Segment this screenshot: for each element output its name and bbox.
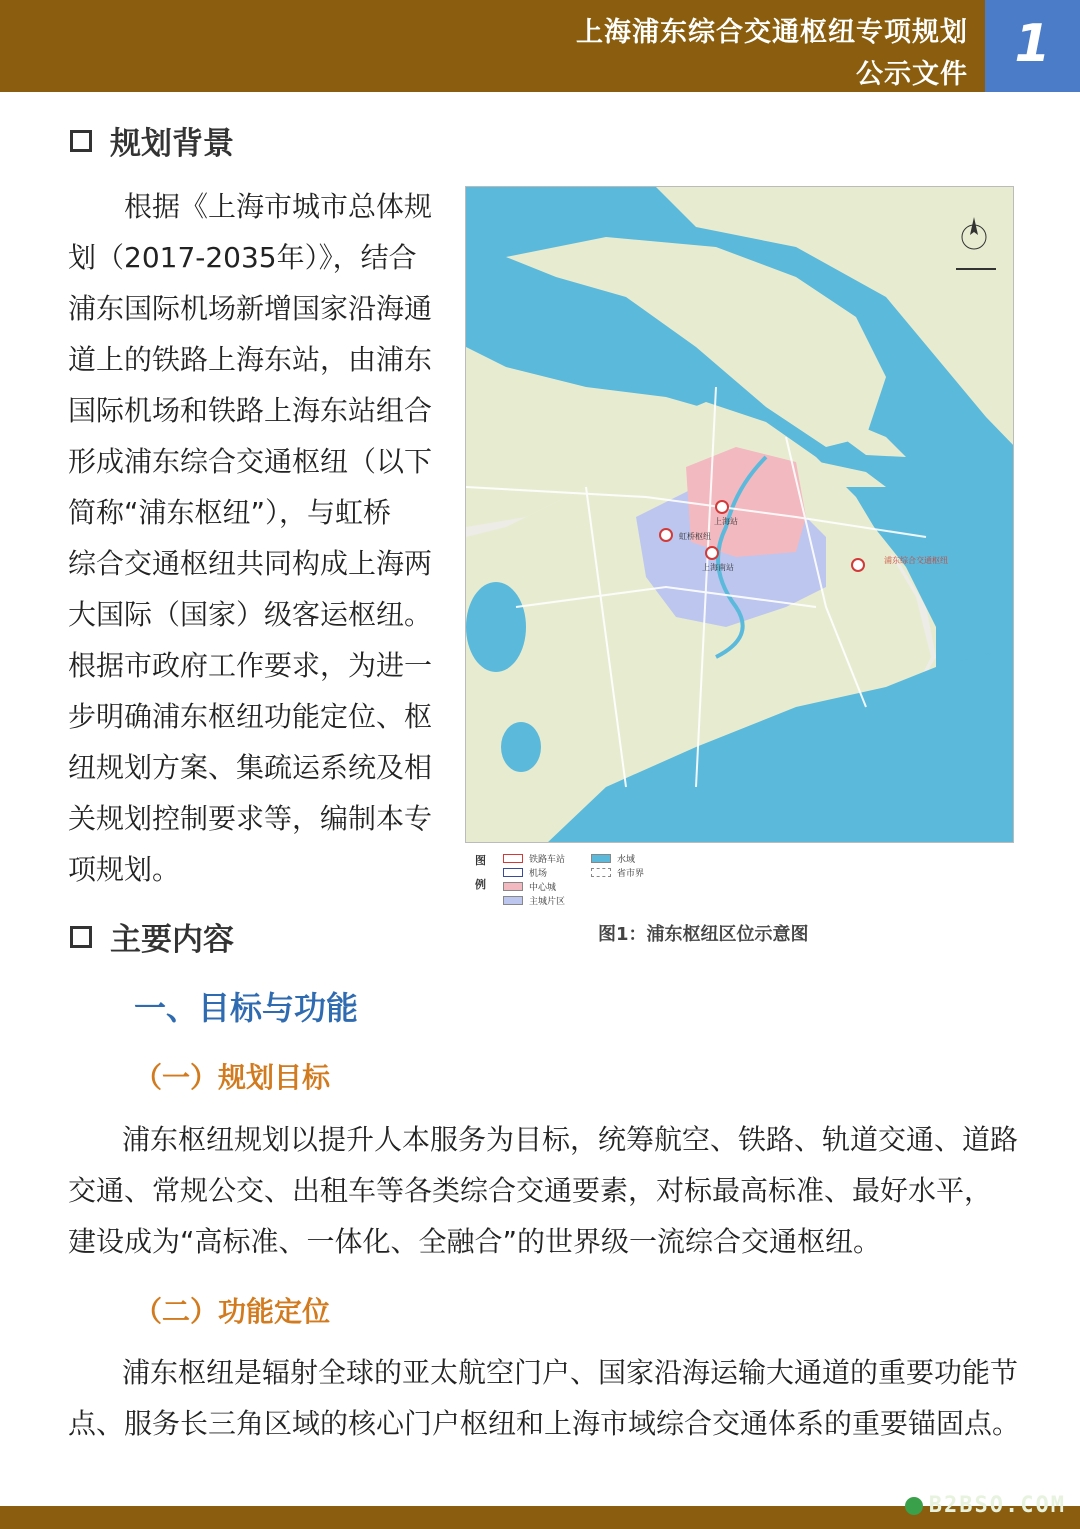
map-legend: [473, 850, 773, 910]
text-line: 浦东枢纽规划以提升人本服务为目标，统筹航空、铁路、轨道交通、道路: [122, 1123, 1019, 1156]
text-line: 简称“浦东枢纽”），与虹桥: [68, 496, 392, 529]
section-heading-background: [70, 118, 234, 163]
legend-item-main-district: [503, 894, 565, 907]
text-line: 形成浦东综合交通枢纽（以下: [68, 445, 433, 478]
text-line: 交通、常规公交、出租车等各类综合交通要素，对标最高标准、最好水平，: [68, 1174, 993, 1207]
watermark-text: B2BSO.COM: [928, 1493, 1066, 1518]
page-number-box: [985, 0, 1080, 92]
goals-paragraph: [68, 1114, 1028, 1267]
header-bar: [0, 0, 1080, 92]
svg-text:上海站: 上海站: [714, 517, 738, 526]
function-paragraph: [68, 1347, 1028, 1449]
main-district-swatch: [503, 896, 523, 905]
svg-text:浦东综合交通枢纽: 浦东综合交通枢纽: [884, 556, 948, 565]
subheading-function: （二）功能定位: [134, 1295, 331, 1328]
legend-item-province-boundary: [591, 866, 644, 879]
text-line: 道上的铁路上海东站，由浦东: [68, 343, 433, 376]
watermark: [905, 1493, 1066, 1518]
text-line: 划（2017-2035年）》，结合: [68, 241, 417, 274]
text-line: 纽规划方案、集疏运系统及相: [68, 751, 433, 784]
text-line: 步明确浦东枢纽功能定位、枢: [68, 700, 433, 733]
legend-label: 主城片区: [529, 897, 566, 907]
text-line: 综合交通枢纽共同构成上海两: [68, 547, 433, 580]
section-heading-main-content: [70, 914, 234, 959]
legend-item-railway-station: [503, 852, 565, 865]
airport-icon: [503, 868, 523, 877]
svg-text:上海南站: 上海南站: [702, 563, 734, 572]
water-swatch: [591, 854, 611, 863]
document-subtitle: 公示文件: [856, 59, 968, 90]
section-heading-label: 规划背景: [110, 126, 234, 162]
legend-item-airport: [503, 866, 547, 879]
page-number: 1: [1014, 14, 1051, 74]
watermark-logo-icon: [905, 1497, 923, 1515]
text-line: 项规划。: [68, 853, 181, 886]
text-line: 关规划控制要求等，编制本专: [68, 802, 433, 835]
railway-station-icon: [503, 854, 523, 863]
legend-label: 机场: [529, 869, 548, 879]
document-title: 上海浦东综合交通枢纽专项规划: [576, 17, 968, 48]
checkbox-square-icon: [70, 130, 92, 152]
text-line: 点、服务长三角区域的核心门户枢纽和上海市域综合交通体系的重要锚固点。: [68, 1407, 1021, 1440]
text-line: 根据《上海市城市总体规: [124, 190, 433, 223]
map-graphic: [466, 187, 1014, 843]
goals-heading: 一、目标与功能: [134, 989, 359, 1027]
text-line: 浦东国际机场新增国家沿海通: [68, 292, 433, 325]
checkbox-square-icon: [70, 926, 92, 948]
legend-item-water: [591, 852, 635, 865]
background-paragraph: [68, 181, 440, 895]
section-heading-label: 主要内容: [110, 922, 234, 958]
location-map: [465, 186, 1014, 843]
legend-label: 省市界: [617, 869, 645, 879]
text-line: 根据市政府工作要求，为进一: [68, 649, 433, 682]
legend-heading-top: 图: [475, 854, 486, 867]
text-line: 浦东枢纽是辐射全球的亚太航空门户、国家沿海运输大通道的重要功能节: [122, 1356, 1019, 1389]
boundary-swatch: [591, 868, 611, 877]
svg-text:虹桥枢纽: 虹桥枢纽: [679, 532, 711, 541]
figure-caption: 图1：浦东枢纽区位示意图: [598, 924, 809, 945]
text-line: 大国际（国家）级客运枢纽。: [68, 598, 433, 631]
text-line: 国际机场和铁路上海东站组合: [68, 394, 433, 427]
legend-heading-bottom: 例: [475, 878, 486, 891]
central-city-swatch: [503, 882, 523, 891]
subheading-planning-goal: （一）规划目标: [134, 1061, 331, 1094]
legend-label: 水域: [617, 855, 636, 865]
legend-label: 铁路车站: [529, 855, 566, 865]
text-line: 建设成为“高标准、一体化、全融合”的世界级一流综合交通枢纽。: [68, 1225, 882, 1258]
legend-label: 中心城: [529, 883, 557, 893]
legend-item-central-city: [503, 880, 556, 893]
